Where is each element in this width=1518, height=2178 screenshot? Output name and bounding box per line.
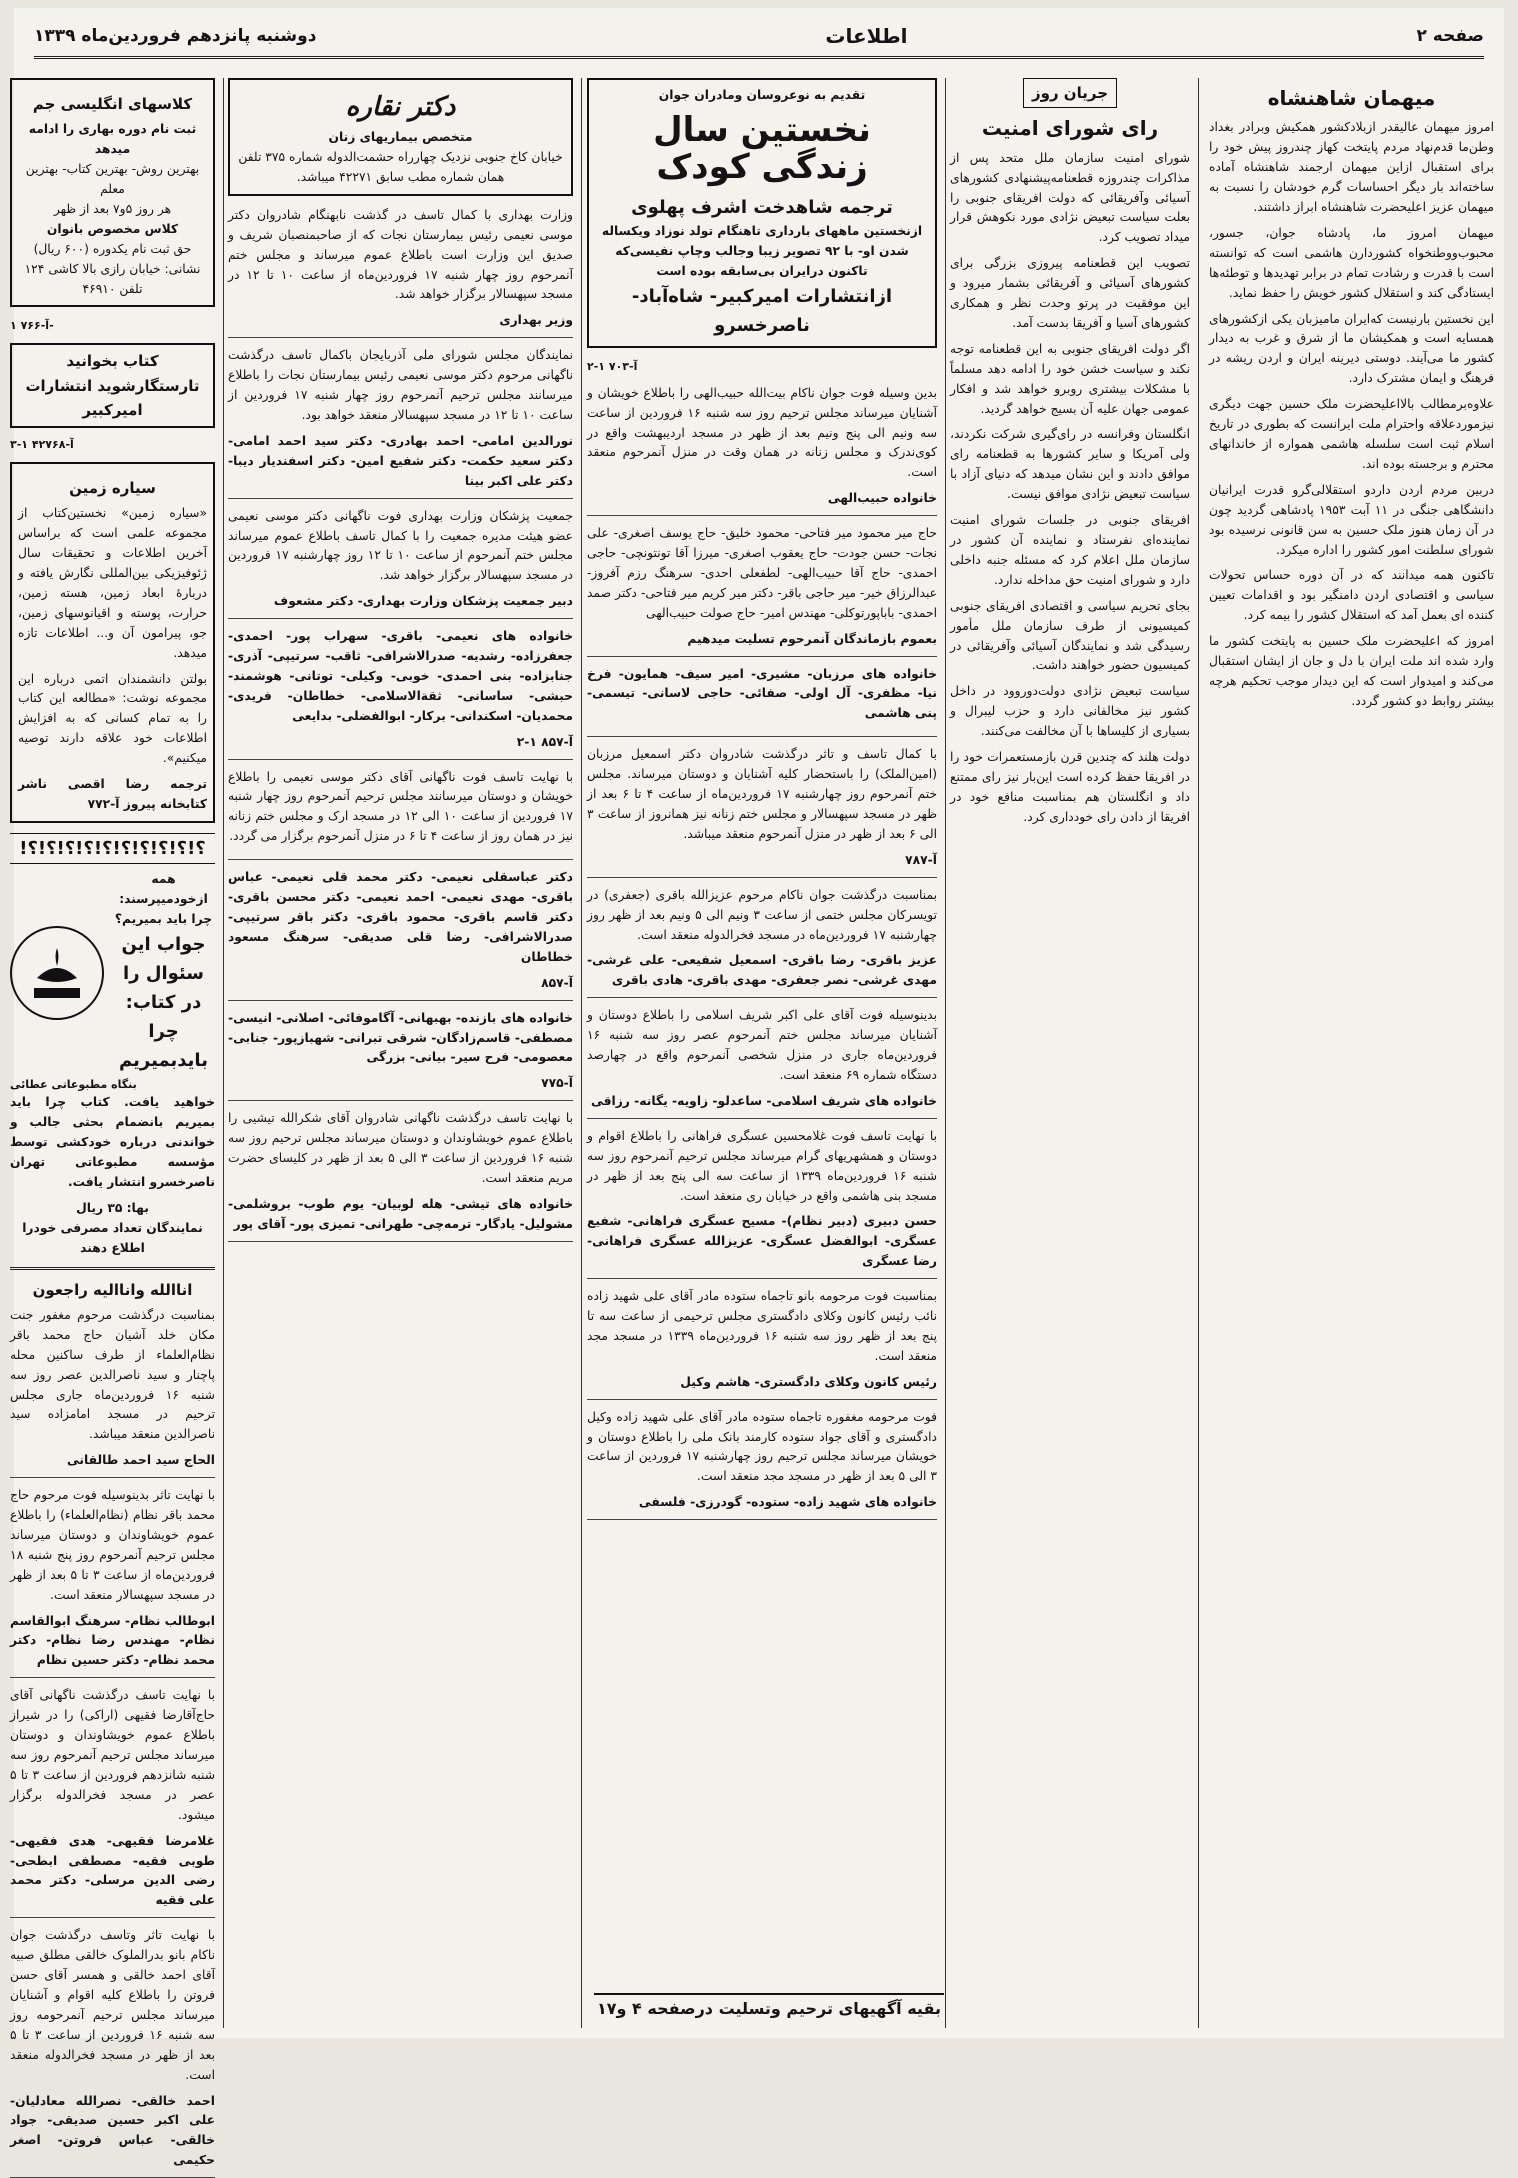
question-mark-row: ؟!؟!؟!؟!؟!؟!؟!؟!؟!؟! — [10, 833, 215, 864]
notice-text: فوت مرحومه مغفوره تاجماه ستوده مادر آقای علی شهید زاده وکیل دادگستری و آقای جواد ستوده کارمند بانک ملی را باطلاع دوستان و خویشان میرساند مجلس ترحیم روز چهارشنبه ۱۷ فروردین از ساعت ۳ الی ۵ بعد از ظهر در مسجد مجد منعقد است. — [587, 1409, 937, 1484]
notice-signature: آ-۷۸۷ — [905, 852, 937, 867]
ad-title: سیاره زمین — [69, 478, 156, 497]
notice-text: بدینوسیله فوت آقای علی اکبر شریف اسلامی را باطلاع دوستان و آشنایان میرساند مجلس ختم آنمرحوم عصر روز سه شنبه ۱۶ فروردین‌ماه جاری در منزل شخصی آنمرحوم واقع در چهارصد دستگاه شماره ۶۹ منعقد است. — [587, 1008, 937, 1082]
paragraph: دولت هلند که چندین قرن بازمستعمرات خود را در افریقا حفظ کرده است این‌بار نیز رای ممتنع داد و انگلستان هم بمناسبت منافع خود در افریقا از دادن رای خودداری کرد. — [950, 750, 1190, 824]
notice-signature: الحاج سید احمد طالقانی — [66, 1453, 215, 1468]
notice — [587, 745, 937, 877]
notice-text: نمایندگان مجلس شورای ملی آذربایجان باکمال تاسف درگذشت ناگهانی مرحوم دکتر موسی نعیمی رئیس بیمارستان نجات را باطلاع میرسانند مجلس ترحیم آنمرحوم روز چهار شنبه ۱۷ فروردین از ساعت ۱۰ تا ۱۲ در مسجد سپهسالار منعقد خواهد بود. — [228, 348, 573, 422]
page-label: صفحه ۲ — [1416, 26, 1484, 46]
notice-text: با نهایت تاثر بدینوسیله فوت مرحوم حاج محمد باقر نظام (نظام‌العلماء) را باطلاع عموم خویشاوندان و دوستان میرساند مجلس ترحیم آنمرحوم روز پنج شنبه ۱۸ فروردین‌ماه از ساعت ۳ تا ۵ بعد از ظهر در مسجد سپهسالار منعقد است. — [10, 1488, 215, 1602]
paragraph: میهمان امروز ما، پادشاه جوان، جسور، محبوب‌ووطنخواه کشوردارن هاشمی است که توانسته است با قدرت و رشادت تمام در برابر تهدیدها و توطئه‌ها ایستادگی کند و استقلال کشور خویش را حفظ نماید. — [1209, 225, 1494, 300]
notice — [228, 1109, 573, 1241]
notice-text: با نهایت تاسف فوت غلامحسین عسگری فراهانی را باطلاع اقوام و دوستان و همشهریهای گرام میرساند مجلس ترحیم آنمرحوم روز سه شنبه ۱۶ فروردین‌ماه ۱۳۳۹ از ساعت سه الی پنج بعد از ظهر در مسجد بنی هاشمی واقع در خیابان ری منعقد است. — [587, 1128, 937, 1203]
ad-reference: آ-۷۰۳ ۱-۲ — [587, 359, 638, 373]
notice-text: بدین وسیله فوت جوان ناکام بیت‌الله حبیب‌الهی را باطلاع خویشان و آشنایان میرساند مجلس ترحیم روز سه شنبه ۱۶ فروردین از ساعت سه ونیم الی پنج ونیم بعد از ظهر در مسجد اردیبهشت واقع در کوی‌ندرک و مجلس زنانه در همان وقت در منزل آنمرحوم منعقد است. — [587, 385, 937, 480]
notice-signature: رئیس کانون وکلای دادگستری- هاشم وکیل — [680, 1374, 937, 1389]
notice — [587, 665, 937, 738]
notice-signature: نورالدین امامی- احمد بهادری- دکتر سید احمد امامی- دکتر سعید حکمت- دکتر شفیع امین- دکتر اسفندیار دیبا- دکتر علی اکبر بینا — [228, 433, 573, 488]
article-title: رای شورای امنیت — [981, 116, 1159, 141]
book-description: خواهید یافت. کتاب چرا باید بمیریم بانضمام بحثی جالب و خواندنی درباره خودکشی توسط مؤسسه مطبوعاتی تهران ناصرخسرو انتشار یافت. — [10, 1095, 215, 1189]
notice-text: با نهایت تاسف درگذشت ناگهانی آقای حاج‌آقارضا فقیهی (اراکی) را در شیراز باطلاع عموم خویشاوندان و دوستان میرساند مجلس ترحیم آنمرحوم روز سه شنبه شانزدهم فروردین از ساعت ۳ تا ۵ عصر در مسجد فخرالدوله برگزار میشود. — [10, 1688, 215, 1822]
notice-text: با نهایت تاثر وتاسف درگذشت جوان ناکام بانو بدرالملوک خالقی مطلق صبیه آقای احمد خالقی و همسر آقای حسن فروتن را باطلاع کلیه اقوام و آشنایان میرساند مجلس ترحیم آنمرحومه روز سه شنبه ۱۶ فروردین از ساعت ۳ تا ۵ بعد از ظهر در مسجد فخرالدوله منعقد است. — [10, 1928, 215, 2082]
notice — [587, 886, 937, 999]
publisher-tagline: کتاب بخوانید تارستگارشوید انتشارات امیرکبیر — [10, 343, 215, 428]
publisher-logo — [10, 926, 104, 1020]
notice-signature: خانواده حبیب‌الهی — [827, 491, 937, 506]
book-description: ازنخستین ماههای بارداری تاهنگام تولد نوزاد ویکساله شدن او- با ۹۲ تصویر زیبا وجالب وچاپ نفیسی‌که تاکنون درایران بی‌سابقه بوده است — [601, 223, 923, 278]
notice-text: با نهایت تاسف درگذشت ناگهانی شادروان آقای شکرالله تیشیی را باطلاع عموم خویشاوندان و دوستان میرساند مجلس ترحیم روز سه شنبه ۱۶ فروردین از ساعت ۳ الی ۵ بعد از ظهر در کلیسای حضرت مریم منعقد است. — [228, 1111, 573, 1185]
article-title: میهمان شاهنشاه — [1267, 86, 1436, 110]
notice — [587, 1287, 937, 1400]
column-doctor-notices — [228, 78, 582, 2028]
notice-signature: خانواده های شریف اسلامی- ساعدلو- زاویه- یگانه- رزاقی — [591, 1093, 937, 1108]
doctor-ad-box — [228, 78, 573, 196]
paragraph: بجای تحریم سیاسی و اقتصادی افریقای جنوبی کمیسیونی از طرف سازمان ملل مأمور رسیدگی شد و نمایندگان آسیائی وآفریقائی در کمیسیون حضور خواهند داشت. — [950, 598, 1190, 673]
book-price: بها: ۳۵ ریال — [76, 1200, 149, 1215]
lamp-emblem-icon — [22, 938, 92, 1008]
paragraph: امروز که اعلیحضرت ملک حسین به پایتخت کشور ما وارد شده اند ملت ایران با دل و جان از ایشان استقبال می‌کند و امیدوار است که این دیدار موجب تحکیم هرچه بیشتر روابط دو کشور گردد. — [1209, 634, 1494, 708]
paragraph: شورای امنیت سازمان ملل متحد پس از مذاکرات چندروزه قطعنامه‌پیشنهادی کشورهای آسیائی وآفریقائی که دولت افریقای جنوبی را بعلت سیاست تبعیض نژادی مورد نکوهش قرار میداد تصویب کرد. — [950, 150, 1190, 245]
paragraph: تاکنون همه میدانند که در آن دوره حساس تحولات سیاسی و اقتصادی اردن دامنگیر بود و اقدامات تعیین کننده ای بعمل آمد که استقلال کشور را بیمه کرد. — [1209, 568, 1494, 623]
ad-question: همه ازخودمیپرسند: چرا باید بمیریم؟ — [114, 872, 213, 926]
paragraph: امروز میهمان عالیقدر ازبلادکشور همکیش وبرادر بغداد وطن‌ما قدم‌نهاد مردم پایتخت کهاز چندروز پیش خود را برای استقبال ازاین میهمان ارجمند شاهنشاه آماده ساخته‌اند بار دیگر احساسات گرم خودشان را نسبت به میهمان عزیز اعلیحضرت شاهنشاه ابراز داشتند. — [1209, 120, 1494, 215]
notice-signature: وزیر بهداری — [499, 313, 573, 328]
notice-text: بمناسبت فوت مرحومه بانو تاجماه ستوده مادر آقای علی شهید زاده نائب رئیس کانون وکلای دادگستری مجلس ترحیمی از ساعت سه تا پنج بعد از ظهر روز سه شنبه ۱۶ فروردین‌ماه ۱۳۳۹ در مسجد مجد منعقد است. — [587, 1289, 937, 1363]
notice — [228, 346, 573, 498]
condolence-heading: اناالله واناالیه راجعون — [32, 1280, 193, 1299]
book-ad-box — [587, 78, 937, 348]
notice — [228, 868, 573, 1000]
book-translator: ترجمه شاهدخت اشرف پهلوی — [631, 196, 893, 218]
notice-text: حاج میر محمود میر فتاحی- محمود خلیق- حاج یوسف اصغری- علی نجات- حسن جودت- حاج یعقوب اصغری- میرزا آقا تونتونچی- حاجی احمدی- حاج آقا حبیب‌الهی- لطفعلی احدی- سرهنگ رزم آفروز- عبدالرزاق خیر- میر حاجی باقر- دکتر میر کریم میر فتاحی- دکتر صمد احمدی- باباپورتوکلی- مهندس امیر- حاج صولت حبیب‌الهی — [587, 526, 937, 620]
doctor-name: دکتر نقاره — [345, 92, 456, 122]
notice — [10, 1306, 215, 1478]
notice — [587, 384, 937, 516]
notice-text: خانواده های نعیمی- باقری- سهراب پور- احمدی- جعفرزاده- رشدیه- صدرالاشرافی- ثاقب- سرتیپی- آذری- جنابزاده- بنی احمدی- خوبی- وکیلی- توتانی- هوشمند- حبشی- ساسانی- ثقةالاسلامی- خطاطان- فریدی- محمدیان- اسکندانی- برکار- ابوالفضلی- بدایعی — [228, 629, 573, 723]
ad-line: هر روز ۵و۷ بعد از ظهر — [53, 201, 172, 216]
newspaper-page — [9, 8, 1504, 2168]
notice — [228, 1009, 573, 1102]
notice-text: بمناسبت درگذشت مرحوم مغفور جنت مکان خلد آشیان حاج محمد باقر نظام‌العلماء از طرف ساکنین محله پاچنار و سید ناصرالدین عصر روز سه شنبه ۱۶ فروردین‌ماه جاری مجلس ترحیم در مسجد امامزاده سید ناصرالدین منعقد میباشد. — [10, 1307, 215, 1442]
running-head — [34, 16, 1484, 59]
issue-date: دوشنبه پانزدهم فروردین‌ماه ۱۳۳۹ — [34, 26, 317, 46]
paragraph: انگلستان وفرانسه در رای‌گیری شرکت نکردند، ولی آمریکا و سایر کشورها به قطعنامه رای موافق دادند و این نشان میدهد که دنیای آزاد با سیاست تبعیض نژادی موافق نیست. — [950, 427, 1190, 502]
notice-signature: خانواده های تیشی- هله لوبیان- یوم طوب- بروشلمی- مشولیل- یادگار- ترمه‌چی- طهرانی- تمیزی پور- آقای پور — [228, 1196, 573, 1231]
notice-signature: آ-۸۵۷ ۱-۲ — [516, 734, 573, 749]
paragraph: علاوه‌برمطالب بالااعلیحضرت ملک حسین جهت دیگری نیزموردعلاقه واحترام ملت ایرانست که بطوری در تاریخ اسلام ثبت است سلسله هاشمی همواره از خاندانهای محترم و برجسته بوده اند. — [1209, 397, 1494, 471]
paragraph: این نخستین بارنیست که‌ایران مامیزبان یکی ازکشورهای همسایه است و همکیشان ما از شرق و غرب به دیدار کشور ما می‌آیند. دوستی دیرینه ایران و اردن ریشه در فرهنگ و ایمان مشترک دارد. — [1209, 311, 1494, 386]
notice-signature: آ-۸۵۷ — [541, 975, 573, 990]
notice — [228, 507, 573, 620]
english-class-ad — [10, 78, 215, 307]
paragraph: سیاست تبعیض نژادی دولت‌دوروود در داخل کشور نیز مخالفانی دارد و حزب لیبرال و بسیاری از کلیساها با آن مخالفت می‌کنند. — [950, 684, 1190, 739]
book-publisher: ازانتشارات امیرکبیر- شاه‌آباد- ناصرخسرو — [631, 285, 893, 336]
column-security-council — [950, 78, 1199, 2028]
notice-signature: آ-۷۷۵ — [541, 1076, 573, 1091]
ad-line: ثبت نام دوره بهاری را ادامه میدهد — [28, 122, 197, 157]
paragraph: افریقای جنوبی در جلسات شورای امنیت نماینده‌ای نفرستاد و نماینده آن کشور در سازمان ملل اعلام کرد که مسئله جنبه داخلی دارد و شورای امنیت حق مداخله ندارد. — [950, 513, 1190, 587]
ad-reference: ترجمه رضا اقصی ناشر کتابخانه پیروز آ-۷۷۲ — [18, 777, 207, 811]
notice — [587, 1006, 937, 1119]
notice — [228, 206, 573, 338]
paragraph: اگر دولت افریقای جنوبی به این قطعنامه توجه نکند و سیاست خشن خود را ادامه دهد مسلماً با مشکلات بیشتری روبرو خواهد شد و افکار عمومی جهان علیه آن بسیج خواهد گردید. — [950, 341, 1190, 416]
divider — [10, 1267, 215, 1270]
column-classifieds — [9, 78, 224, 2168]
continuation-note: بقیه آگهیهای ترحیم وتسلیت درصفحه ۴ و۱۷ — [594, 1993, 944, 2018]
column-tag: جریان روز — [1023, 78, 1117, 108]
why-die-book-ad — [10, 870, 215, 1076]
ad-reference: آ-۷۶۶ ۱- — [10, 319, 54, 333]
ad-line: کلاس مخصوص بانوان — [46, 221, 179, 236]
notice-text: وزارت بهداری با کمال تاسف در گذشت نابهنگام شادروان دکتر موسی نعیمی رئیس بیمارستان نجات که از صاحبمنصبان شریف و صدیق این وزارت است باطلاع عموم میرساند و مجلس ختم آنمرحوم روز چهار شنبه ۱۷ فروردین‌ماه از ساعت ۱۰ تا ۱۲ در مسجد سپهسالار برگزار خواهد شد. — [228, 207, 573, 302]
notice-text: خانواده های بازنده- بهبهانی- آگاموفائی- اصلانی- انیسی- مصطفی- قاسم‌زادگان- شرقی تبرانی- شهبازپور- جنابی- معصومی- فرح سیر- بیانی- بزرگی — [228, 1010, 573, 1065]
ad-line: بهترین روش- بهترین کتاب- بهترین معلم — [25, 162, 200, 197]
doctor-address: خیابان کاخ جنوبی نزدیک چهارراه حشمت‌الدوله شماره ۳۷۵ تلفن همان شماره مطب سابق ۴۲۲۷۱ میباشد. — [238, 150, 563, 184]
ad-line: نشانی: خیابان رازی بالا کاشی ۱۲۴ تلفن ۴۶۹۱۰ — [24, 261, 201, 296]
ad-line: حق ثبت نام یکدوره (۶۰۰ ریال) — [33, 241, 192, 256]
column-book-ad-notices — [587, 78, 946, 2028]
paper-name: اطلاعات — [825, 24, 908, 48]
notice-text: با کمال تاسف و تاثر درگذشت شادروان دکتر اسمعیل مرزبان (امین‌الملک) را باستحضار کلیه آشنایان و دوستان میرساند. مجلس ختم آنمرحوم روز چهارشنبه ۱۷ فروردین‌ماه از ساعت ۴ تا ۶ بعد از ظهر در مسجد سپهسالار و مجلس ختم زنانه نیز همانروز از ساعت ۳ الی ۶ بعد از ظهر در منزل آنمرحوم منعقد میباشد. — [587, 747, 938, 841]
notice — [10, 1926, 215, 2178]
notice-signature: ابوطالب نظام- سرهنگ ابوالقاسم نظام- مهندس رضا نظام- دکتر محمد نظام- دکتر حسین نظام — [9, 1613, 215, 1668]
book-name: چرا بایدبمیریم — [119, 1021, 208, 1072]
notice-signature: خانواده های شهید زاده- ستوده- گودرزی- فلسفی — [638, 1495, 937, 1510]
notice — [587, 1127, 937, 1279]
notice-signature: احمد خالقی- نصرالله معادلیان- علی اکبر حسین صدیقی- جواد خالقی- عباس فروتن- اصغر حکیمی — [10, 2093, 215, 2168]
notice-signature: حسن دبیری (دبیر نظام)- مسیح عسگری فراهانی- شفیع عسگری- ابوالفضل عسگری- عزیزالله عسگری فراهانی- رضا عسگری — [587, 1214, 937, 1269]
notice — [10, 1486, 215, 1678]
publisher-logo-text: بنگاه مطبوعاتی عطائی — [10, 1077, 137, 1091]
book-note: نمایندگان تعداد مصرفی خودرا اطلاع دهند — [22, 1220, 203, 1255]
notice-signature: بعموم بازماندگان آنمرحوم تسلیت میدهیم — [687, 631, 937, 646]
notice — [228, 768, 573, 861]
ad-answer: جواب این سئوال را در کتاب: — [121, 933, 206, 1014]
notice-text: با نهایت تاسف فوت ناگهانی آقای دکتر موسی نعیمی را باطلاع خویشان و دوستان میرسانند مجلس ترحیم آنمرحوم روز چهار شنبه ۱۷ فروردین از ساعت ۱۰ الی ۱۲ در مسجد ارک و مجلس ختم زنانه نیز در همان روز از ساعت ۴ تا ۶ در منزل آنمرحوم برگزار می گردد. — [228, 769, 573, 844]
column-shah-guest — [1209, 78, 1494, 2028]
notice-text: دکتر عباسقلی نعیمی- دکتر محمد قلی نعیمی- عباس باقری- مهدی نعیمی- احمد نعیمی- دکتر محسن باقری- دکتر قاسم باقری- محمود باقری- دکتر باقر سرتیپی- صدرالاشرافی- رضا قلی صدیقی- سرهنگ مسعود خطاطان — [228, 870, 573, 964]
notice-signature: غلامرضا فقیهی- هدی فقیهی- طوبی فقیه- مصطفی ابطحی- رضی الدین مرسلی- دکتر محمد علی فقیه — [10, 1833, 215, 1908]
notice-signature: دبیر جمعیت پزشکان وزارت بهداری- دکتر مشعوف — [273, 594, 573, 609]
paragraph: دربین مردم اردن داردو استقلالی‌گرو قدرت ایرانیان دانشگاهی جنگی در ۱۱ آبت ۱۹۵۳ پادشاهی گردید چون در آن زمان هنوز ملک حسین به سن قانونی نرسیده بود شورای سلطنت امور کشور را اداره میکرد. — [1209, 482, 1494, 557]
paragraph: تصویب این قطعنامه پیروزی بزرگی برای کشورهای آسیائی و آفریقائی بشمار میرود و این موفقیت در پرتو وحدت نظر و همکاری کشورهای آسیا و آفریقا بدست آمد. — [950, 256, 1190, 330]
notice-text: خانواده های مرزبان- مشیری- امیر سیف- همایون- فرخ نیا- مظفری- آل اولی- صفائی- حاجی لاسانی- تیسمی- پنی هاشمی — [587, 666, 937, 721]
planet-earth-ad — [10, 462, 215, 823]
paragraph: «سیاره زمین» نخستین‌کتاب از مجموعه علمی است که براساس آخرین اطلاعات و تحقیقات سال ژئوفیزیکی بین‌المللی نگارش یافته و دربارهٔ ابعاد زمین، هسته زمین، حرارت، پوسته و اقیانوسهای زمین، جو، پیرامون آن و... اطلاعات تازه میدهد. — [18, 506, 207, 660]
notice — [10, 1686, 215, 1918]
notice-text: جمعیت پزشکان وزارت بهداری فوت ناگهانی دکتر موسی نعیمی عضو هیئت مدیره جمعیت را با کمال تاسف باطلاع عموم میرساند مجلس ختم آنمرحوم از ساعت ۱۰ تا ۱۲ روز چهارشنبه ۱۷ فروردین در مسجد سپهسالار برگزار خواهد شد. — [228, 508, 573, 583]
ad-reference: آ-۴۲۷۶۸ ۱-۳ — [10, 438, 74, 452]
notice — [228, 627, 573, 759]
ad-pretitle: تقدیم به نوعروسان ومادران جوان — [658, 88, 866, 102]
paragraph: بولتن دانشمندان اتمی درباره این مجموعه نوشت: «مطالعه این کتاب را به تمام کسانی که به افزایش اطلاعات خود علاقه دارند توصیه میکنیم». — [18, 671, 207, 766]
book-title: نخستین سال زندگی کودک — [653, 109, 871, 188]
notice — [587, 1408, 937, 1521]
ad-title: کلاسهای انگلیسی جم — [32, 95, 193, 113]
notice-text: بمناسبت درگذشت جوان ناکام مرحوم عزیزالله باقری (جعفری) در تویسرکان مجلس ختمی از ساعت ۳ ونیم الی ۵ ونیم بعد از ظهر روز چهارشنبه ۱۷ فروردین‌ماه در مسجد فخرالدوله منعقد است. — [587, 887, 937, 942]
doctor-specialty: متخصص بیماریهای زنان — [328, 130, 473, 145]
notice-signature: عزیز باقری- رضا باقری- اسمعیل شفیعی- علی غرشی- مهدی غرشی- نصر جعفری- مهدی باقری- هادی باقری — [587, 953, 937, 988]
notice — [587, 524, 937, 656]
